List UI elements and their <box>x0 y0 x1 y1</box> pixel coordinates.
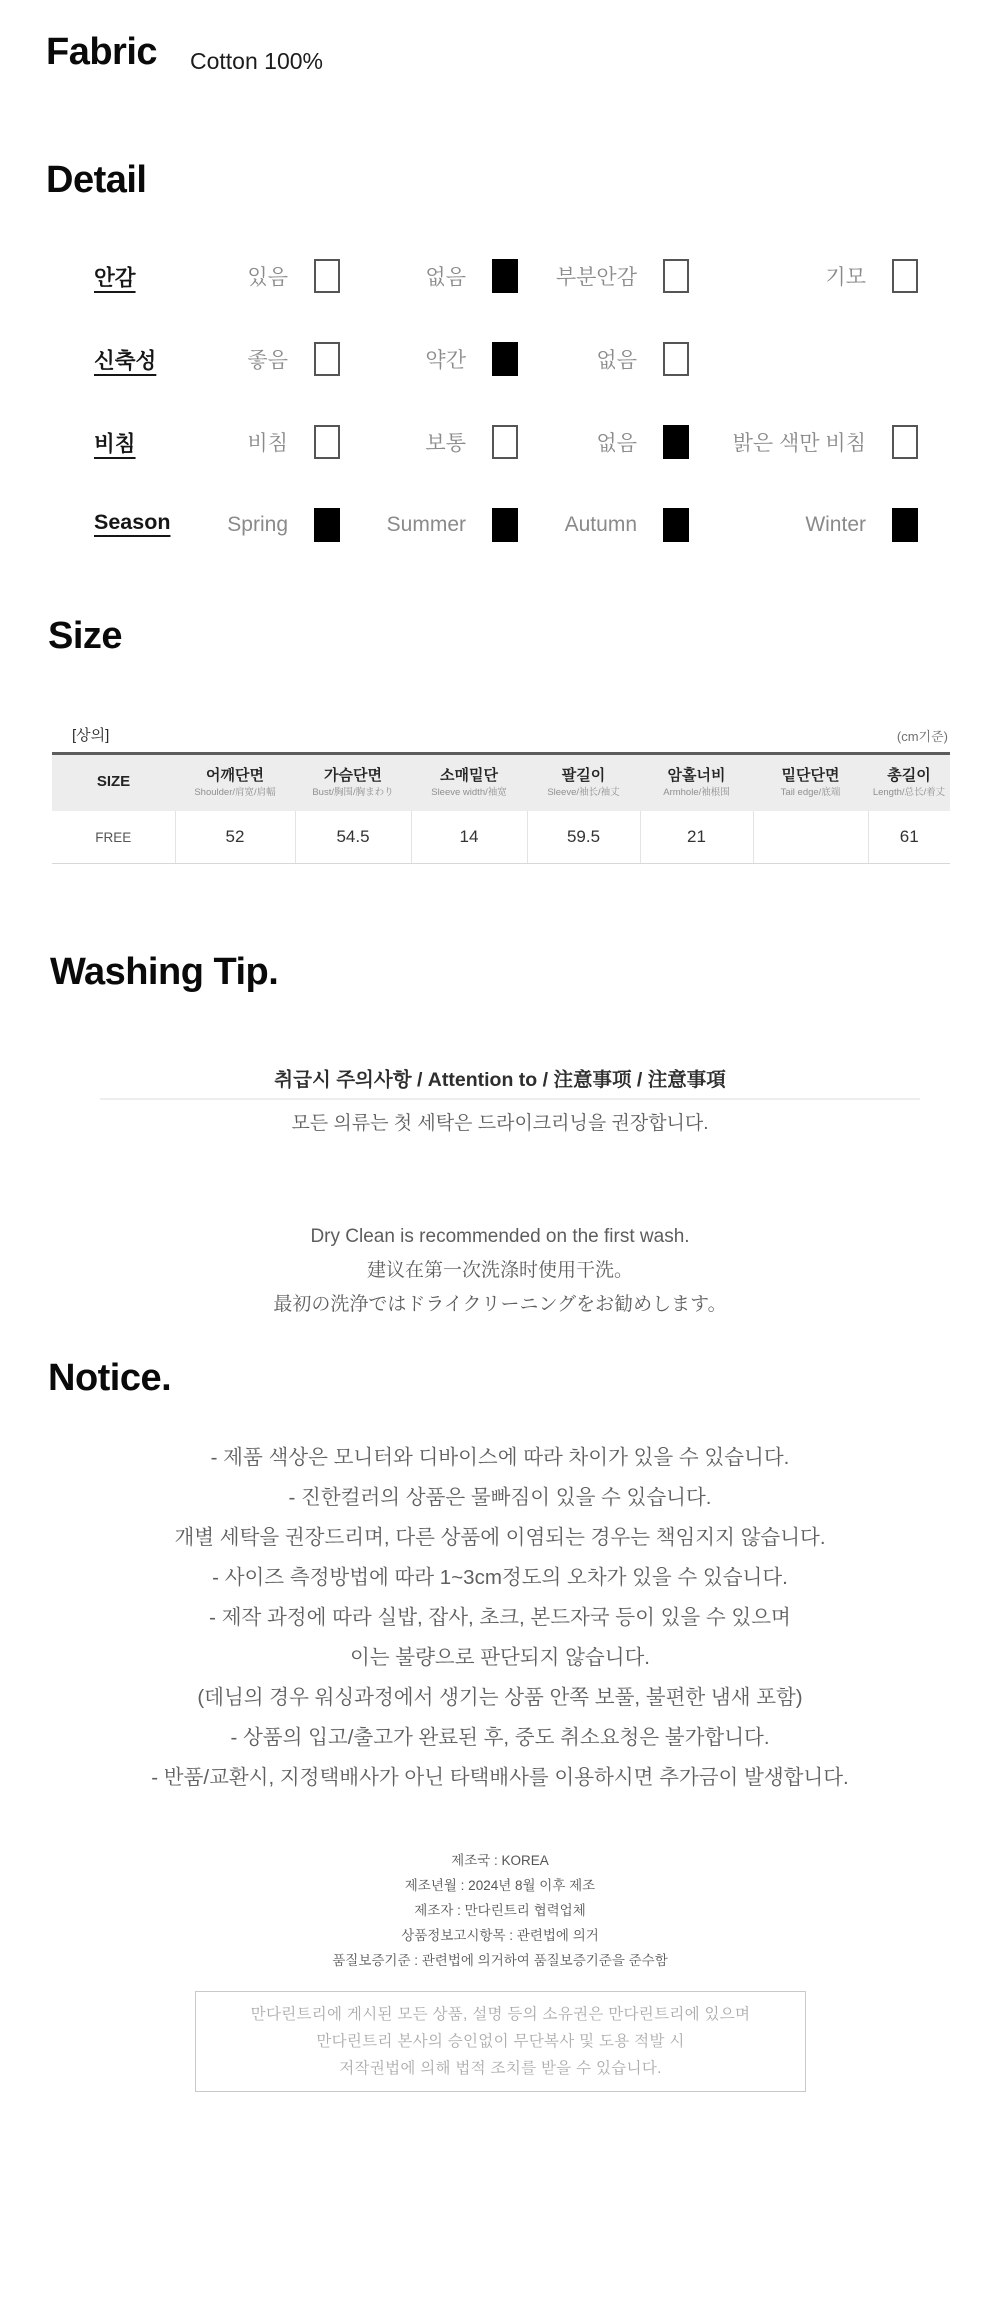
size-col-header: 총길이 Length/总长/着丈 <box>868 754 950 812</box>
size-table <box>52 752 950 864</box>
copyright-line: 만다린트리에 게시된 모든 상품, 설명 등의 소유권은 만다린트리에 있으며 <box>250 2006 751 2023</box>
detail-row-label: Season <box>94 510 171 534</box>
checkbox-icon <box>663 342 689 376</box>
size-cell: 54.5 <box>295 811 411 864</box>
detail-option-label: 있음 <box>247 266 288 289</box>
detail-option-label: 약간 <box>425 349 466 372</box>
manufacturer-line: 제조자 : 만다린트리 협력업체 <box>414 1903 586 1918</box>
notice-line: - 진한컬러의 상품은 물빠짐이 있을 수 있습니다. <box>288 1486 712 1509</box>
detail-row-label: 비침 <box>94 432 136 456</box>
detail-option-label: Summer <box>386 513 466 536</box>
manufacturer-info <box>0 1848 1000 1973</box>
detail-option-label: Autumn <box>564 513 637 536</box>
notice-line: 개별 세탁을 권장드리며, 다른 상품에 이염되는 경우는 책임지지 않습니다. <box>174 1526 826 1549</box>
detail-option-label: 부분안감 <box>555 266 637 289</box>
size-cell: FREE <box>52 811 175 864</box>
washing-tip-heading: Washing Tip. <box>50 951 279 993</box>
copyright-line: 저작권법에 의해 법적 조치를 받을 수 있습니다. <box>339 2060 662 2077</box>
detail-option-label: 밝은 색만 비침 <box>732 432 866 455</box>
washing-line-ko: 모든 의류는 첫 세탁은 드라이크리닝을 권장합니다. <box>291 1113 709 1134</box>
fabric-value: Cotton 100% <box>190 48 323 74</box>
detail-option-label: 비침 <box>247 432 288 455</box>
detail-option-label: 없음 <box>425 266 466 289</box>
manufacturer-line: 품질보증기준 : 관련법에 의거하여 품질보증기준을 준수함 <box>332 1953 668 1968</box>
size-category-label: [상의] <box>72 727 110 744</box>
size-table-row <box>52 811 950 864</box>
detail-option <box>389 336 689 382</box>
checkbox-icon <box>892 425 918 459</box>
detail-row-sheerness <box>0 419 1000 465</box>
size-cell: 52 <box>175 811 295 864</box>
notice-line: - 반품/교환시, 지정택배사가 아닌 타택배사를 이용하시면 추가금이 발생합니다. <box>151 1766 849 1789</box>
size-unit-label: (cm기준) <box>896 729 948 744</box>
detail-option <box>618 419 918 465</box>
size-col-header: 소매밑단 Sleeve width/袖宽 <box>411 754 527 812</box>
size-col-header: 팔길이 Sleeve/袖长/袖丈 <box>527 754 640 812</box>
detail-option-label: Spring <box>227 513 288 536</box>
detail-option-label: 좋음 <box>247 349 288 372</box>
size-col-header: 가슴단면 Bust/胸围/胸まわり <box>295 754 411 812</box>
detail-heading: Detail <box>46 159 147 201</box>
copyright-box <box>195 1991 806 2092</box>
detail-option-label: 없음 <box>596 349 637 372</box>
detail-option-label: 없음 <box>596 432 637 455</box>
checkbox-icon <box>892 508 918 542</box>
size-cell: 59.5 <box>527 811 640 864</box>
size-col-header: 암홀너비 Armhole/袖根围 <box>640 754 753 812</box>
detail-option-label: Winter <box>805 513 866 536</box>
attention-title: 취급시 주의사항 / Attention to / 注意事项 / 注意事項 <box>274 1069 726 1091</box>
detail-option-label: 보통 <box>425 432 466 455</box>
detail-option <box>618 502 918 548</box>
notice-list <box>0 1438 1000 1798</box>
detail-row-season <box>0 502 1000 548</box>
detail-row-lining <box>0 253 1000 299</box>
divider <box>100 1098 920 1100</box>
washing-line-cn: 建议在第一次洗涤时使用干洗。 <box>366 1260 633 1281</box>
size-cell: 14 <box>411 811 527 864</box>
detail-row-label: 신축성 <box>94 349 157 373</box>
washing-translations <box>0 1220 1000 1322</box>
notice-line: (데님의 경우 워싱과정에서 생기는 상품 안쪽 보풀, 불편한 냄새 포함) <box>197 1686 803 1709</box>
detail-option-label: 기모 <box>825 266 866 289</box>
size-heading: Size <box>48 615 123 657</box>
notice-line: - 제품 색상은 모니터와 디바이스에 따라 차이가 있을 수 있습니다. <box>210 1446 790 1469</box>
manufacturer-line: 제조년월 : 2024년 8월 이후 제조 <box>404 1878 596 1893</box>
washing-line-en: Dry Clean is recommended on the first wash. <box>310 1226 690 1247</box>
notice-line: - 사이즈 측정방법에 따라 1~3cm정도의 오차가 있을 수 있습니다. <box>212 1566 788 1589</box>
size-table-header-row <box>52 754 950 812</box>
size-col-header: 밑단단면 Tail edge/底端 <box>753 754 868 812</box>
notice-line: - 상품의 입고/출고가 완료된 후, 중도 취소요청은 불가합니다. <box>230 1726 770 1749</box>
checkbox-icon <box>892 259 918 293</box>
size-cell: 21 <box>640 811 753 864</box>
size-col-header: 어깨단면 Shoulder/肩宽/肩幅 <box>175 754 295 812</box>
notice-line: 이는 불량으로 판단되지 않습니다. <box>349 1646 651 1669</box>
copyright-line: 만다린트리 본사의 승인없이 무단복사 및 도용 적발 시 <box>316 2033 685 2050</box>
notice-line: - 제작 과정에 따라 실밥, 잡사, 초크, 본드자국 등이 있을 수 있으며 <box>209 1606 791 1629</box>
detail-row-label: 안감 <box>94 266 136 290</box>
washing-line-jp: 最初の洗浄ではドライクリーニングをお勧めします。 <box>273 1294 727 1315</box>
size-cell <box>753 811 868 864</box>
fabric-heading: Fabric <box>46 31 158 73</box>
size-cell: 61 <box>868 811 950 864</box>
detail-row-stretch <box>0 336 1000 382</box>
size-col-header: SIZE <box>52 754 175 812</box>
detail-option <box>618 253 918 299</box>
manufacturer-line: 상품정보고시항목 : 관련법에 의거 <box>401 1928 599 1943</box>
manufacturer-line: 제조국 : KOREA <box>451 1853 549 1868</box>
notice-heading: Notice. <box>48 1357 172 1399</box>
